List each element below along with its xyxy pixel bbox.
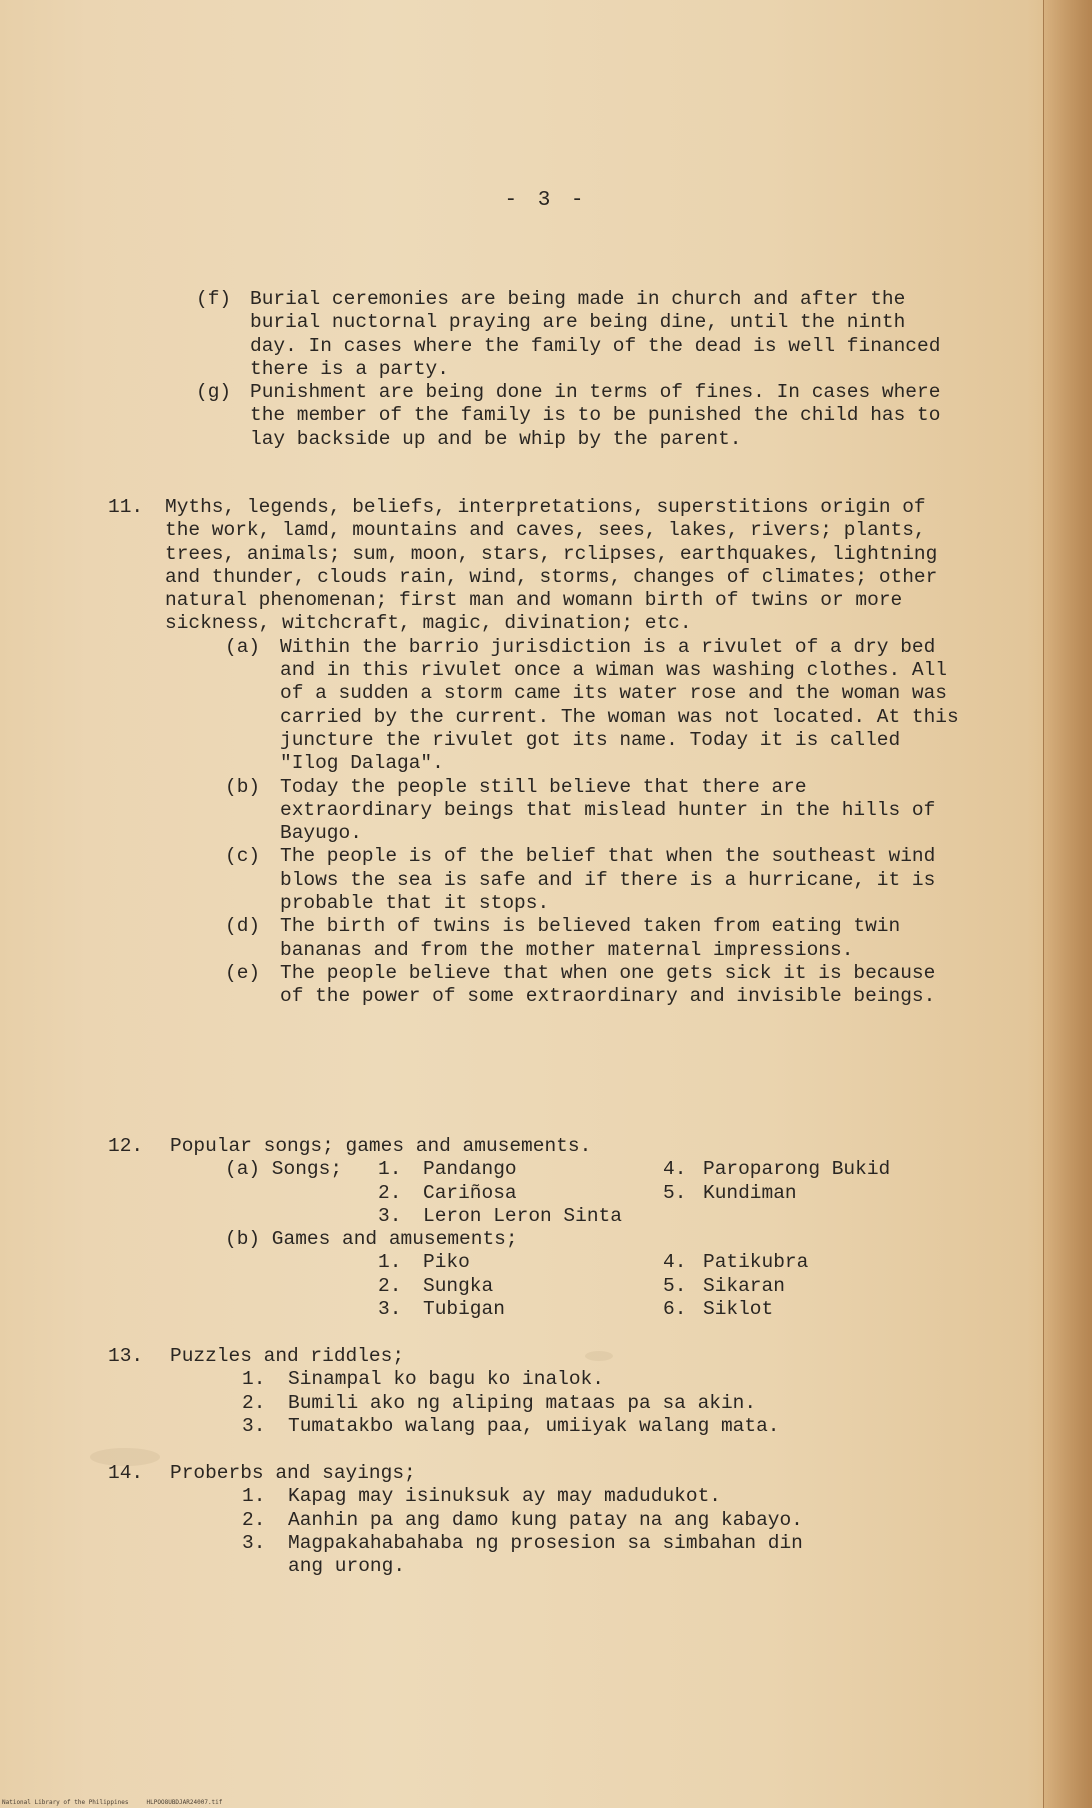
section-heading — [0, 496, 1044, 636]
game-name: Sikaran — [703, 1274, 785, 1297]
item-number: 3. — [242, 1414, 266, 1437]
song-name: Kundiman — [703, 1181, 797, 1204]
section-number: 14. — [108, 1462, 144, 1484]
item-text: Within the barrio jurisdiction is a rivulet of a dry bed and in this rivulet once a wiman was washing clothes. All of a sudden a storm came its water rose and the woman was carried by the current. The woman was not located. At this juncture the rivulet got its name. Today it is called "Ilog Dalaga". — [280, 635, 959, 775]
game-name: Sungka — [423, 1274, 494, 1297]
page-number: - 3 - — [504, 189, 588, 212]
games-label-row — [0, 1228, 1044, 1251]
section-14 — [0, 1462, 1044, 1578]
item-text: Punishment are being done in terms of fines. In cases where the member of the family is to be punished the child has to lay backside up and be whip by the parent. — [250, 381, 941, 450]
item-text: Kapag may isinuksuk ay may madudukot. — [288, 1485, 721, 1508]
item-marker: (a) — [225, 635, 261, 658]
songs-row — [0, 1182, 1044, 1205]
item-marker: (b) — [225, 775, 261, 798]
item-text: Bumili ako ng aliping mataas pa sa akin. — [288, 1391, 757, 1414]
proverb-continuation — [0, 1555, 1044, 1578]
section-10-continued — [0, 288, 1044, 451]
games-label: (b) Games and amusements; — [225, 1228, 518, 1251]
item-text: Tumatakbo walang paa, umiiyak walang mata. — [288, 1414, 780, 1437]
item-text: The people is of the belief that when the southeast wind blows the sea is safe and if there is a hurricane, it is probable that it stops. — [280, 845, 936, 915]
section-heading-text: Puzzles and riddles; — [170, 1345, 405, 1367]
section-heading-text: Popular songs; games and amusements. — [170, 1135, 592, 1157]
item-marker: (c) — [225, 845, 261, 868]
riddle-item — [0, 1392, 1044, 1415]
section-number: 11. — [108, 496, 144, 518]
list-item — [0, 381, 1044, 451]
section-number: 12. — [108, 1135, 144, 1157]
song-number: 5. — [663, 1181, 687, 1204]
song-name: Cariñosa — [423, 1181, 517, 1204]
riddle-item — [0, 1368, 1044, 1391]
footer-file: HLPOO8UBDJAR24007.tif — [146, 1799, 223, 1806]
item-number: 2. — [242, 1508, 266, 1531]
songs-label: (a) Songs; — [225, 1158, 343, 1181]
song-number: 4. — [663, 1158, 687, 1181]
section-heading-text: Proberbs and sayings; — [170, 1462, 416, 1484]
item-text: ang urong. — [288, 1555, 406, 1578]
game-number: 5. — [663, 1274, 687, 1297]
game-name: Piko — [423, 1251, 470, 1274]
list-item — [0, 288, 1044, 381]
section-heading — [0, 1135, 1044, 1158]
item-text: The birth of twins is believed taken from eating twin bananas and from the mother maternal impressions. — [280, 915, 901, 961]
game-number: 4. — [663, 1251, 687, 1274]
section-13 — [0, 1345, 1044, 1438]
riddle-item — [0, 1415, 1044, 1438]
game-name: Tubigan — [423, 1298, 505, 1321]
game-name: Patikubra — [703, 1251, 809, 1274]
song-number: 3. — [378, 1204, 402, 1227]
item-marker: (d) — [225, 915, 261, 938]
song-number: 2. — [378, 1181, 402, 1204]
songs-row — [0, 1205, 1044, 1228]
item-text: Burial ceremonies are being made in church and after the burial nuctornal praying are being dine, until the ninth day. In cases where the family of the dead is well financed there is a party. — [250, 288, 941, 380]
list-item — [0, 962, 1044, 1009]
section-12 — [0, 1135, 1044, 1321]
section-heading-text: Myths, legends, beliefs, interpretations, superstitions origin of the work, lamd, mountains and caves, sees, lakes, rivers; plants, trees, animals; sum, moon, stars, rclipses, earthquakes, lightning and thunder, clouds rain, wind, storms, changes of climates; other natural phenomenan; first man and womann birth of twins or more sickness, witchcraft, magic, divination; etc. — [165, 496, 938, 635]
list-item — [0, 915, 1044, 962]
item-marker: (g) — [196, 381, 232, 404]
games-row — [0, 1298, 1044, 1321]
song-name: Pandango — [423, 1158, 517, 1181]
item-number: 1. — [242, 1485, 266, 1508]
games-row — [0, 1275, 1044, 1298]
game-number: 1. — [378, 1251, 402, 1274]
item-marker: (f) — [196, 288, 232, 310]
item-marker: (e) — [225, 961, 261, 984]
section-heading — [0, 1345, 1044, 1368]
item-text: Today the people still believe that there are extraordinary beings that mislead hunter in the hills of Bayugo. — [280, 775, 936, 845]
item-text: The people believe that when one gets sick it is because of the power of some extraordinary and invisible beings. — [280, 961, 936, 1008]
item-text: Magpakahabahaba ng prosesion sa simbahan din — [288, 1531, 803, 1554]
song-name: Leron Leron Sinta — [423, 1204, 622, 1227]
songs-row — [0, 1158, 1044, 1181]
section-number: 13. — [108, 1345, 144, 1367]
item-number: 1. — [242, 1368, 266, 1391]
item-text: Aanhin pa ang damo kung patay na ang kabayo. — [288, 1508, 803, 1531]
list-item — [0, 845, 1044, 915]
proverb-item — [0, 1509, 1044, 1532]
item-text: Sinampal ko bagu ko inalok. — [288, 1368, 604, 1391]
song-number: 1. — [378, 1158, 402, 1181]
game-name: Siklot — [703, 1298, 774, 1321]
game-number: 2. — [378, 1274, 402, 1297]
footer-source: National Library of the Philippines — [2, 1799, 129, 1806]
scan-footer — [2, 1799, 222, 1806]
section-heading — [0, 1462, 1044, 1485]
item-number: 2. — [242, 1391, 266, 1414]
page-edge-shadow — [1043, 0, 1092, 1808]
section-11 — [0, 496, 1044, 1009]
song-name: Paroparong Bukid — [703, 1158, 891, 1181]
list-item — [0, 776, 1044, 846]
game-number: 6. — [663, 1298, 687, 1321]
games-row — [0, 1251, 1044, 1274]
game-number: 3. — [378, 1298, 402, 1321]
proverb-item — [0, 1532, 1044, 1555]
list-item — [0, 636, 1044, 776]
proverb-item — [0, 1485, 1044, 1508]
item-number: 3. — [242, 1531, 266, 1554]
